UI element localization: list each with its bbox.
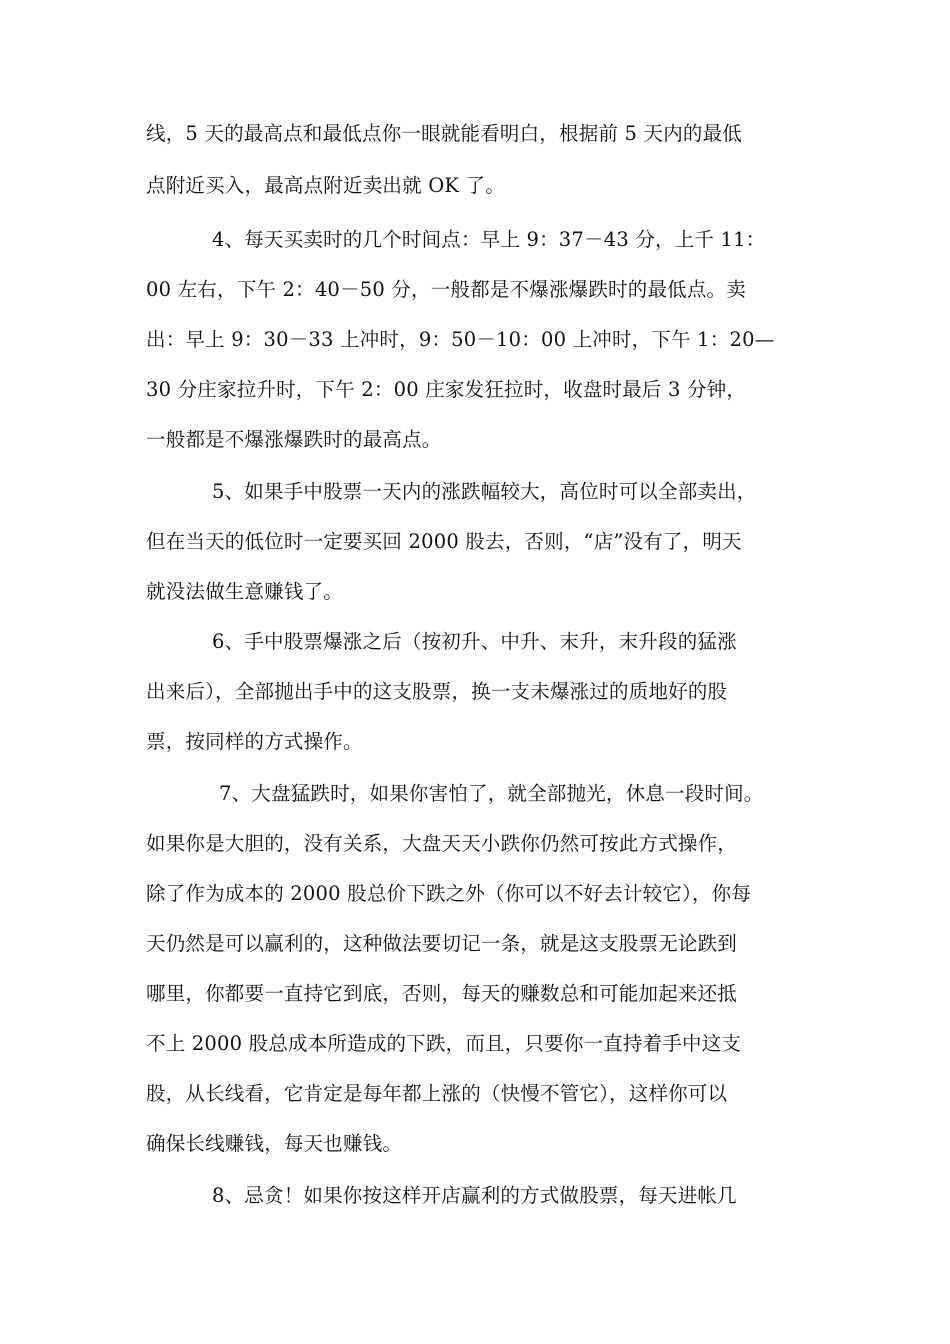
paragraph-4-start: 4、每天买卖时的几个时间点：早上 9：37－43 分，上千 11： bbox=[212, 228, 766, 251]
text-line: 线，5 天的最高点和最低点你一眼就能看明白，根据前 5 天内的最低 bbox=[146, 122, 743, 145]
paragraph-8-start: 8、忌贪！如果你按这样开店赢利的方式做股票，每天进帐几 bbox=[212, 1184, 737, 1207]
text-line: 如果你是大胆的，没有关系，大盘天天小跌你仍然可按此方式操作， bbox=[146, 832, 738, 855]
paragraph-6-start: 6、手中股票爆涨之后（按初升、中升、末升，末升段的猛涨 bbox=[212, 630, 737, 653]
paragraph-7-start: 7、大盘猛跌时，如果你害怕了，就全部抛光，休息一段时间。 bbox=[219, 782, 764, 805]
text-line: 00 左右，下午 2：40－50 分，一般都是不爆涨爆跌时的最低点。卖 bbox=[146, 278, 746, 301]
text-line: 确保长线赚钱，每天也赚钱。 bbox=[146, 1132, 403, 1155]
text-line: 不上 2000 股总成本所造成的下跌，而且，只要你一直持着手中这支 bbox=[146, 1032, 742, 1055]
text-line: 出：早上 9：30－33 上冲时，9：50－10：00 上冲时，下午 1：20— bbox=[146, 328, 775, 351]
text-line: 天仍然是可以赢利的，这种做法要切记一条，就是这支股票无论跌到 bbox=[146, 932, 738, 955]
text-line: 但在当天的低位时一定要买回 2000 股去，否则，“店”没有了，明天 bbox=[146, 530, 742, 553]
text-line: 就没法做生意赚钱了。 bbox=[146, 580, 344, 603]
paragraph-5-start: 5、如果手中股票一天内的涨跌幅较大，高位时可以全部卖出， bbox=[212, 480, 757, 503]
text-line: 出来后），全部抛出手中的这支股票，换一支未爆涨过的质地好的股 bbox=[146, 680, 728, 703]
text-line: 股，从长线看，它肯定是每年都上涨的（快慢不管它），这样你可以 bbox=[146, 1082, 728, 1105]
text-line: 除了作为成本的 2000 股总价下跌之外（你可以不好去计较它），你每 bbox=[146, 882, 752, 905]
text-line: 一般都是不爆涨爆跌时的最高点。 bbox=[146, 428, 442, 451]
text-line: 票，按同样的方式操作。 bbox=[146, 730, 363, 753]
text-line: 30 分庄家拉升时，下午 2：00 庄家发狂拉时，收盘时最后 3 分钟， bbox=[146, 378, 747, 401]
text-line: 点附近买入，最高点附近卖出就 OK 了。 bbox=[146, 174, 505, 197]
text-line: 哪里，你都要一直持它到底，否则，每天的赚数总和可能加起来还抵 bbox=[146, 982, 738, 1005]
